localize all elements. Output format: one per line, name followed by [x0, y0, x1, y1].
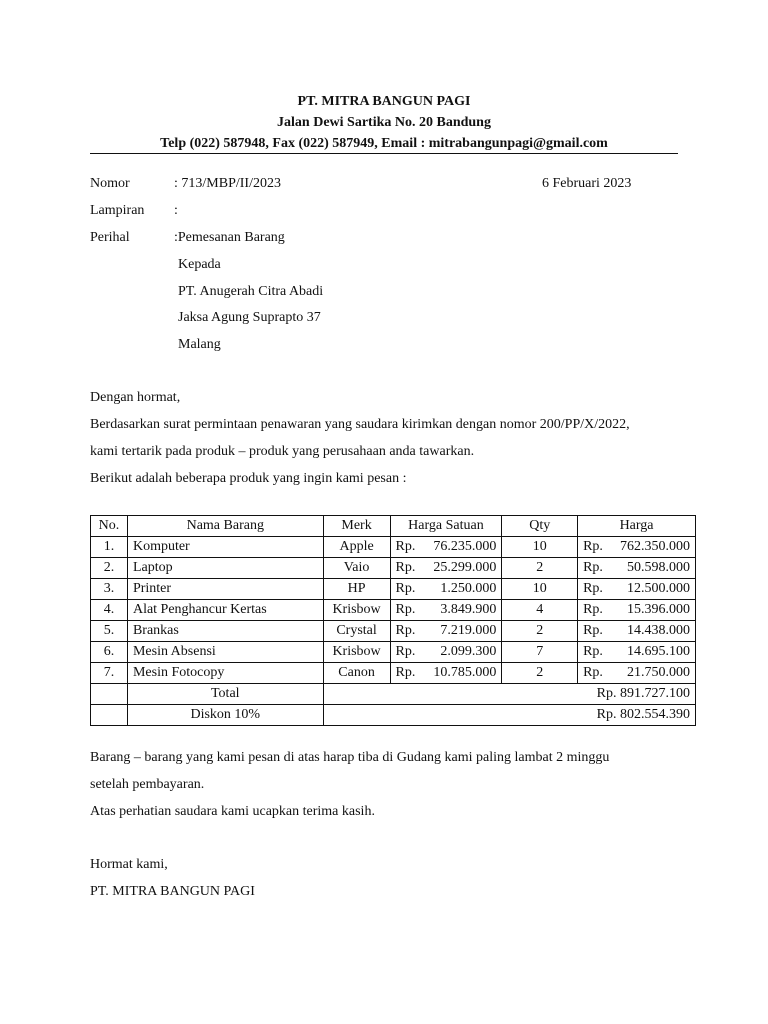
row-qty: 2	[502, 558, 578, 579]
body-paragraph-1: Berdasarkan surat permintaan penawaran yang saudara kirimkan dengan nomor 200/PP/X/2022,	[90, 417, 630, 432]
closing-paragraph-2: setelah pembayaran.	[90, 777, 205, 792]
row-item-name: Laptop	[127, 558, 323, 579]
perihal-label: Perihal	[90, 230, 130, 245]
body-paragraph-3: Berikut adalah beberapa produk yang ingin kami pesan :	[90, 471, 407, 486]
row-unit-currency: Rp.	[395, 581, 416, 596]
row-unit-currency: Rp.	[395, 665, 416, 680]
row-total-price	[578, 642, 696, 663]
row-unit-price	[390, 558, 502, 579]
closing-paragraph-3: Atas perhatian saudara kami ucapkan terima kasih.	[90, 804, 375, 819]
row-total-price	[578, 537, 696, 558]
table-row	[91, 558, 696, 579]
row-unit-currency: Rp.	[395, 602, 416, 617]
row-total-amount: 50.598.000	[627, 560, 690, 575]
row-brand: Apple	[323, 537, 390, 558]
row-no: 2.	[91, 558, 128, 579]
row-total-price	[578, 600, 696, 621]
order-table	[90, 515, 696, 726]
row-brand: Krisbow	[323, 642, 390, 663]
row-total-currency: Rp.	[583, 665, 603, 680]
row-unit-price	[390, 537, 502, 558]
row-qty: 2	[502, 621, 578, 642]
row-total-currency: Rp.	[583, 581, 603, 596]
row-total-price	[578, 579, 696, 600]
table-row	[91, 642, 696, 663]
table-row	[91, 663, 696, 684]
closing-salutation: Hormat kami,	[90, 857, 168, 872]
recipient-city: Malang	[178, 337, 221, 352]
letterhead-divider	[90, 153, 678, 154]
row-unit-amount: 25.299.000	[433, 560, 497, 575]
row-qty: 10	[502, 537, 578, 558]
total-value: Rp. 891.727.100	[323, 684, 695, 705]
body-paragraph-2: kami tertarik pada produk – produk yang perusahaan anda tawarkan.	[90, 444, 475, 459]
row-unit-amount: 76.235.000	[433, 539, 497, 554]
row-total-price	[578, 558, 696, 579]
row-brand: HP	[323, 579, 390, 600]
row-no: 6.	[91, 642, 128, 663]
row-unit-currency: Rp.	[395, 560, 416, 575]
row-brand: Canon	[323, 663, 390, 684]
row-item-name: Komputer	[127, 537, 323, 558]
row-unit-amount: 7.219.000	[440, 623, 497, 638]
row-item-name: Brankas	[127, 621, 323, 642]
letterhead	[90, 91, 678, 154]
row-qty: 2	[502, 663, 578, 684]
row-total-amount: 14.695.100	[627, 644, 690, 659]
row-total-currency: Rp.	[583, 623, 603, 638]
total-label: Total	[127, 684, 323, 705]
row-total-amount: 21.750.000	[627, 665, 690, 680]
perihal-value: :Pemesanan Barang	[174, 230, 285, 245]
row-unit-price	[390, 642, 502, 663]
signature-company: PT. MITRA BANGUN PAGI	[90, 884, 255, 899]
row-item-name: Printer	[127, 579, 323, 600]
row-no: 1.	[91, 537, 128, 558]
table-row	[91, 621, 696, 642]
company-address: Jalan Dewi Sartika No. 20 Bandung	[277, 115, 491, 130]
row-no: 3.	[91, 579, 128, 600]
row-qty: 7	[502, 642, 578, 663]
row-unit-amount: 2.099.300	[440, 644, 497, 659]
table-row	[91, 537, 696, 558]
row-unit-price	[390, 663, 502, 684]
row-brand: Krisbow	[323, 600, 390, 621]
discount-value: Rp. 802.554.390	[323, 705, 695, 726]
header-no: No.	[91, 516, 128, 537]
row-unit-currency: Rp.	[395, 539, 416, 554]
row-item-name: Mesin Fotocopy	[127, 663, 323, 684]
nomor-value: : 713/MBP/II/2023	[174, 176, 281, 191]
row-unit-currency: Rp.	[395, 623, 416, 638]
row-unit-amount: 3.849.900	[440, 602, 497, 617]
row-brand: Crystal	[323, 621, 390, 642]
header-unit-price: Harga Satuan	[390, 516, 502, 537]
row-unit-currency: Rp.	[395, 644, 416, 659]
row-no: 5.	[91, 621, 128, 642]
nomor-label: Nomor	[90, 176, 130, 191]
row-no: 7.	[91, 663, 128, 684]
row-total-amount: 762.350.000	[620, 539, 690, 554]
recipient-street: Jaksa Agung Suprapto 37	[178, 310, 321, 325]
discount-row	[91, 705, 696, 726]
header-name: Nama Barang	[127, 516, 323, 537]
row-total-amount: 15.396.000	[627, 602, 690, 617]
header-qty: Qty	[502, 516, 578, 537]
lampiran-label: Lampiran	[90, 203, 145, 218]
row-unit-price	[390, 579, 502, 600]
recipient-kepada: Kepada	[178, 257, 221, 272]
row-total-currency: Rp.	[583, 602, 603, 617]
row-brand: Vaio	[323, 558, 390, 579]
row-total-amount: 14.438.000	[627, 623, 690, 638]
row-total-currency: Rp.	[583, 644, 603, 659]
row-total-price	[578, 663, 696, 684]
letter-date: 6 Februari 2023	[542, 176, 632, 191]
header-brand: Merk	[323, 516, 390, 537]
table-row	[91, 579, 696, 600]
row-unit-amount: 1.250.000	[440, 581, 497, 596]
row-qty: 4	[502, 600, 578, 621]
lampiran-value: :	[174, 203, 178, 218]
row-unit-price	[390, 621, 502, 642]
total-spacer	[91, 684, 128, 705]
row-item-name: Mesin Absensi	[127, 642, 323, 663]
closing-paragraph-1: Barang – barang yang kami pesan di atas harap tiba di Gudang kami paling lambat 2 minggu	[90, 750, 610, 765]
row-total-price	[578, 621, 696, 642]
recipient-company: PT. Anugerah Citra Abadi	[178, 284, 324, 299]
table-row	[91, 600, 696, 621]
row-unit-amount: 10.785.000	[433, 665, 497, 680]
row-qty: 10	[502, 579, 578, 600]
company-name: PT. MITRA BANGUN PAGI	[297, 94, 471, 109]
greeting: Dengan hormat,	[90, 390, 181, 405]
row-total-currency: Rp.	[583, 560, 603, 575]
company-contact: Telp (022) 587948, Fax (022) 587949, Email : mitrabangunpagi@gmail.com	[160, 136, 608, 151]
discount-label: Diskon 10%	[127, 705, 323, 726]
row-total-amount: 12.500.000	[627, 581, 690, 596]
total-row	[91, 684, 696, 705]
row-unit-price	[390, 600, 502, 621]
table-header-row	[91, 516, 696, 537]
discount-spacer	[91, 705, 128, 726]
header-price: Harga	[578, 516, 696, 537]
row-item-name: Alat Penghancur Kertas	[127, 600, 323, 621]
row-total-currency: Rp.	[583, 539, 603, 554]
row-no: 4.	[91, 600, 128, 621]
